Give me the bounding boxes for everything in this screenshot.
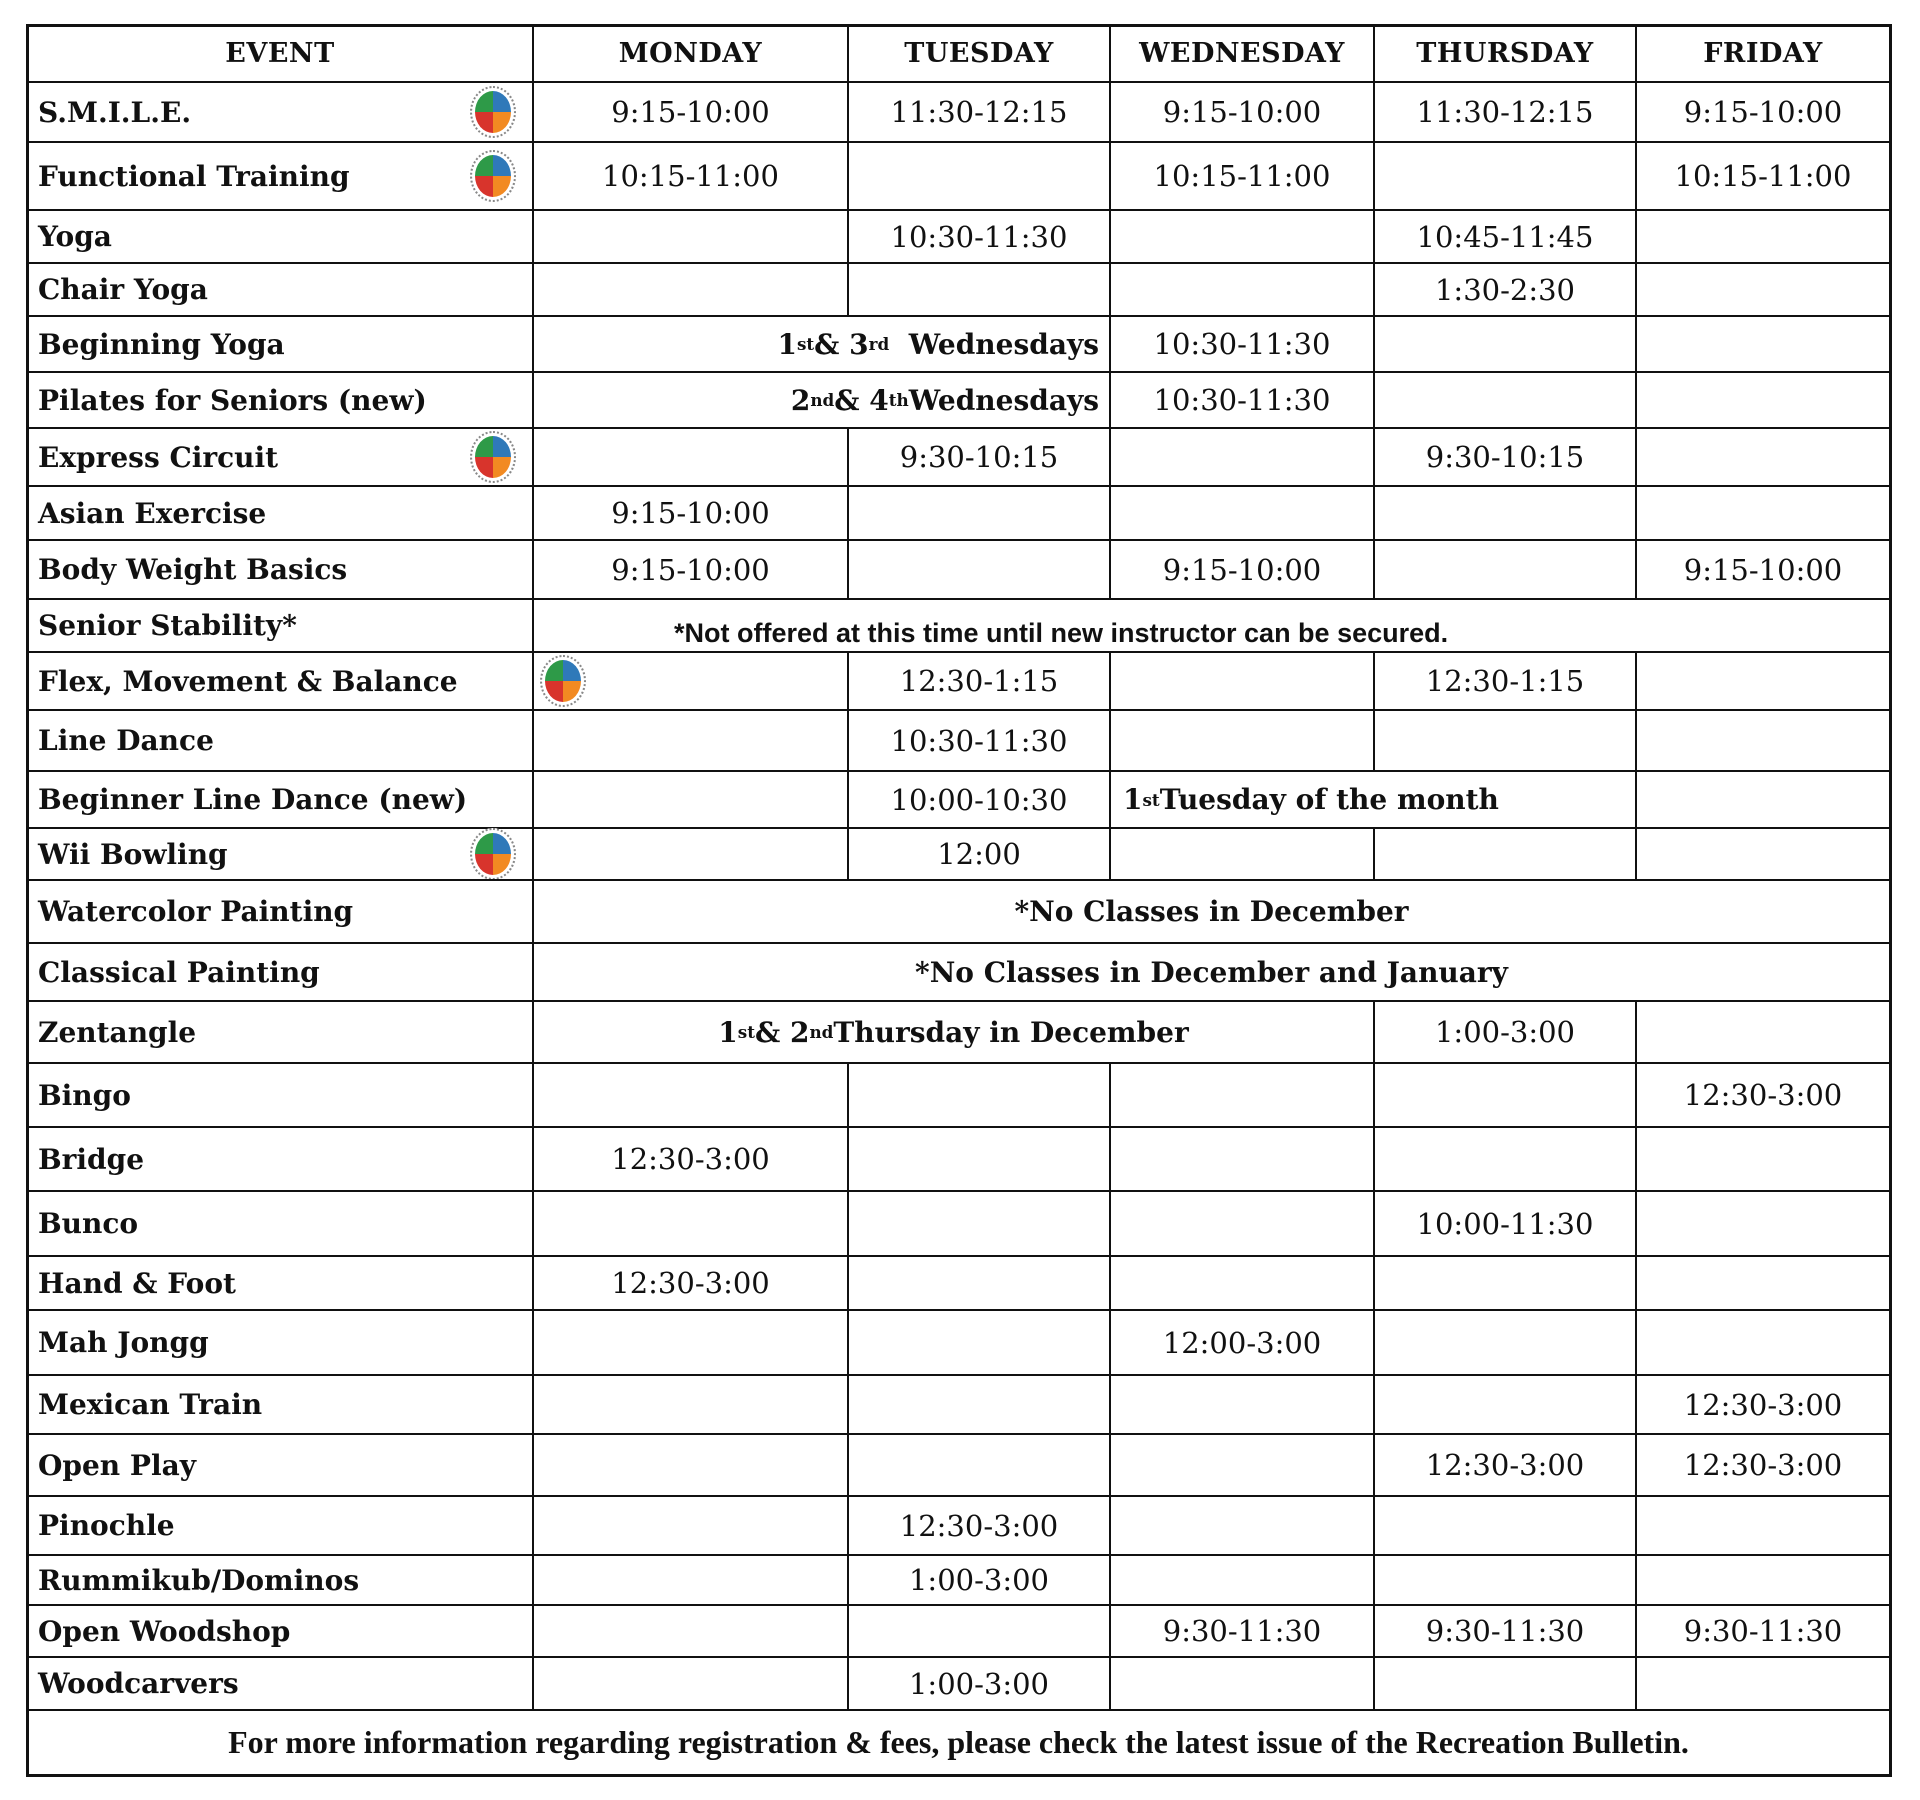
event-name: Yoga (26, 209, 534, 264)
event-name: Bingo (26, 1062, 534, 1128)
time-slot (1635, 827, 1891, 881)
time-slot (1109, 1554, 1375, 1606)
time-slot (1373, 141, 1637, 211)
time-slot (1109, 262, 1375, 317)
time-slot (1373, 1495, 1637, 1556)
event-name: Pilates for Seniors (new) (26, 371, 534, 429)
event-name: Wii Bowling (26, 827, 534, 881)
column-header-event: EVENT (26, 24, 534, 83)
time-slot (1635, 262, 1891, 317)
event-name: Body Weight Basics (26, 539, 534, 600)
time-slot (1109, 427, 1375, 487)
schedule-note: *Not offered at this time until new instructor can be secured. (532, 598, 1891, 653)
fitness-logo-icon (470, 150, 516, 202)
time-slot (1373, 371, 1637, 429)
time-slot: 12:30-1:15 (847, 651, 1111, 711)
time-slot (532, 709, 849, 772)
time-slot: 10:00-10:30 (847, 770, 1111, 829)
fitness-logo-icon (470, 431, 516, 483)
time-slot (847, 1190, 1111, 1257)
time-slot: 1:00-3:00 (1373, 1000, 1637, 1064)
time-slot: 12:30-1:15 (1373, 651, 1637, 711)
event-name: Hand & Foot (26, 1255, 534, 1311)
time-slot (1109, 1433, 1375, 1497)
time-slot (532, 651, 849, 711)
time-slot (532, 1433, 849, 1497)
time-slot (532, 427, 849, 487)
schedule-note: 1 st & 3 rd Wednesdays (532, 315, 1111, 373)
time-slot: 9:15-10:00 (1635, 81, 1891, 143)
time-slot (847, 1062, 1111, 1128)
time-slot (1635, 485, 1891, 541)
event-name: Woodcarvers (26, 1656, 534, 1711)
time-slot (1635, 1255, 1891, 1311)
event-name: Open Play (26, 1433, 534, 1497)
time-slot (532, 1374, 849, 1435)
time-slot (1373, 539, 1637, 600)
event-name: Flex, Movement & Balance (26, 651, 534, 711)
fitness-logo-icon (470, 828, 516, 880)
schedule-note: 1 st Tuesday of the month (1109, 770, 1637, 829)
time-slot (1635, 1000, 1891, 1064)
event-name: Chair Yoga (26, 262, 534, 317)
time-slot: 12:30-3:00 (847, 1495, 1111, 1556)
time-slot: 9:30-10:15 (847, 427, 1111, 487)
column-header-thursday: THURSDAY (1373, 24, 1637, 83)
time-slot: 1:00-3:00 (847, 1656, 1111, 1711)
time-slot: 9:15-10:00 (1109, 539, 1375, 600)
time-slot (1635, 1554, 1891, 1606)
time-slot (1109, 209, 1375, 264)
time-slot (847, 1604, 1111, 1658)
time-slot (532, 770, 849, 829)
time-slot (1635, 709, 1891, 772)
time-slot: 10:30-11:30 (847, 709, 1111, 772)
time-slot (1109, 1062, 1375, 1128)
time-slot: 12:00-3:00 (1109, 1309, 1375, 1376)
time-slot (1373, 1062, 1637, 1128)
time-slot (532, 827, 849, 881)
time-slot (847, 262, 1111, 317)
event-name: Beginning Yoga (26, 315, 534, 373)
time-slot: 9:15-10:00 (532, 539, 849, 600)
event-name: Zentangle (26, 1000, 534, 1064)
time-slot (1635, 1309, 1891, 1376)
event-name: Open Woodshop (26, 1604, 534, 1658)
column-header-monday: MONDAY (532, 24, 849, 83)
time-slot: 12:30-3:00 (1635, 1062, 1891, 1128)
time-slot: 9:30-11:30 (1635, 1604, 1891, 1658)
time-slot: 9:15-10:00 (532, 485, 849, 541)
time-slot (532, 1656, 849, 1711)
event-name: Asian Exercise (26, 485, 534, 541)
schedule-note: *No Classes in December and January (532, 942, 1891, 1002)
event-name: Senior Stability* (26, 598, 534, 653)
time-slot (532, 1062, 849, 1128)
time-slot (532, 1495, 849, 1556)
event-name: Mexican Train (26, 1374, 534, 1435)
time-slot: 9:15-10:00 (532, 81, 849, 143)
time-slot (1635, 315, 1891, 373)
time-slot (847, 1126, 1111, 1192)
time-slot: 10:15-11:00 (1635, 141, 1891, 211)
time-slot (1373, 1374, 1637, 1435)
time-slot: 9:15-10:00 (1635, 539, 1891, 600)
time-slot: 12:30-3:00 (1635, 1433, 1891, 1497)
schedule-note: 1 st & 2 nd Thursday in December (532, 1000, 1375, 1064)
column-header-tuesday: TUESDAY (847, 24, 1111, 83)
time-slot: 10:30-11:30 (847, 209, 1111, 264)
time-slot: 12:00 (847, 827, 1111, 881)
time-slot (532, 1309, 849, 1376)
time-slot (1373, 709, 1637, 772)
time-slot (1373, 1309, 1637, 1376)
schedule-note: *No Classes in December (532, 879, 1891, 944)
time-slot: 10:30-11:30 (1109, 315, 1375, 373)
time-slot: 12:30-3:00 (1635, 1374, 1891, 1435)
time-slot: 9:30-11:30 (1109, 1604, 1375, 1658)
event-name: Mah Jongg (26, 1309, 534, 1376)
time-slot (847, 539, 1111, 600)
time-slot: 9:30-10:15 (1373, 427, 1637, 487)
time-slot (847, 1433, 1111, 1497)
time-slot (532, 262, 849, 317)
event-name: Bunco (26, 1190, 534, 1257)
event-name: Pinochle (26, 1495, 534, 1556)
time-slot (1635, 427, 1891, 487)
time-slot: 11:30-12:15 (847, 81, 1111, 143)
time-slot (1373, 1126, 1637, 1192)
time-slot: 12:30-3:00 (532, 1255, 849, 1311)
time-slot (1635, 1656, 1891, 1711)
time-slot (847, 1255, 1111, 1311)
time-slot: 9:15-10:00 (1109, 81, 1375, 143)
time-slot (1109, 1126, 1375, 1192)
time-slot (532, 1190, 849, 1257)
event-name: Bridge (26, 1126, 534, 1192)
time-slot: 12:30-3:00 (1373, 1433, 1637, 1497)
time-slot (1635, 651, 1891, 711)
event-name: Line Dance (26, 709, 534, 772)
event-name: Beginner Line Dance (new) (26, 770, 534, 829)
time-slot (847, 141, 1111, 211)
time-slot: 10:45-11:45 (1373, 209, 1637, 264)
time-slot (1373, 485, 1637, 541)
time-slot: 10:15-11:00 (532, 141, 849, 211)
time-slot (1635, 209, 1891, 264)
time-slot (1373, 315, 1637, 373)
time-slot (1635, 1495, 1891, 1556)
event-name: Express Circuit (26, 427, 534, 487)
time-slot (1635, 1190, 1891, 1257)
time-slot (1109, 709, 1375, 772)
event-name: Functional Training (26, 141, 534, 211)
time-slot (847, 1374, 1111, 1435)
time-slot (1373, 1656, 1637, 1711)
event-name: Rummikub/Dominos (26, 1554, 534, 1606)
time-slot: 11:30-12:15 (1373, 81, 1637, 143)
fitness-logo-icon (470, 86, 516, 138)
time-slot (1373, 1554, 1637, 1606)
time-slot: 10:30-11:30 (1109, 371, 1375, 429)
event-name: Watercolor Painting (26, 879, 534, 944)
time-slot (1373, 1255, 1637, 1311)
time-slot: 10:00-11:30 (1373, 1190, 1637, 1257)
time-slot (1109, 485, 1375, 541)
time-slot (1109, 1495, 1375, 1556)
fitness-logo-icon (540, 655, 586, 707)
time-slot (1109, 1190, 1375, 1257)
footer-note: For more information regarding registration & fees, please check the latest issue of the Recreation Bulletin. (26, 1709, 1891, 1776)
time-slot: 1:30-2:30 (1373, 262, 1637, 317)
time-slot: 1:00-3:00 (847, 1554, 1111, 1606)
time-slot (1109, 1374, 1375, 1435)
column-header-wednesday: WEDNESDAY (1109, 24, 1375, 83)
event-name: S.M.I.L.E. (26, 81, 534, 143)
time-slot (1109, 827, 1375, 881)
schedule-note: 2 nd & 4 th Wednesdays (532, 371, 1111, 429)
time-slot (1635, 770, 1891, 829)
column-header-friday: FRIDAY (1635, 24, 1891, 83)
time-slot (847, 485, 1111, 541)
time-slot (1635, 371, 1891, 429)
time-slot (532, 209, 849, 264)
time-slot (1635, 1126, 1891, 1192)
time-slot: 12:30-3:00 (532, 1126, 849, 1192)
time-slot (1109, 1656, 1375, 1711)
time-slot: 10:15-11:00 (1109, 141, 1375, 211)
time-slot (532, 1554, 849, 1606)
time-slot (532, 1604, 849, 1658)
time-slot (1109, 651, 1375, 711)
event-name: Classical Painting (26, 942, 534, 1002)
time-slot (1109, 1255, 1375, 1311)
time-slot (847, 1309, 1111, 1376)
time-slot: 9:30-11:30 (1373, 1604, 1637, 1658)
time-slot (1373, 827, 1637, 881)
